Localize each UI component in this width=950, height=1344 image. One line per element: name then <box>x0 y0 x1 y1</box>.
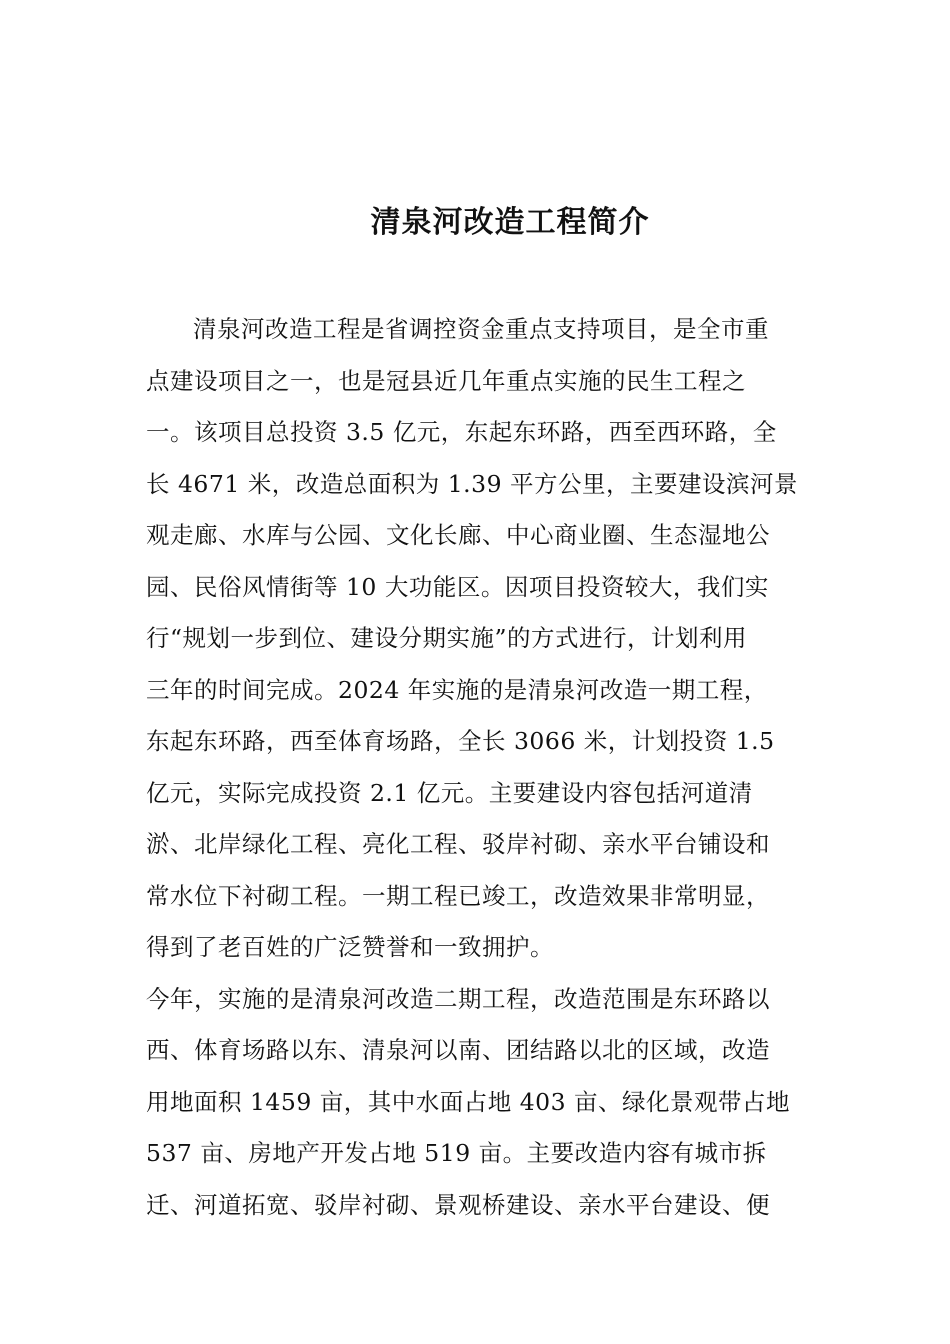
document-body <box>146 304 810 1231</box>
text-line: 三年的时间完成。2024 年实施的是清泉河改造一期工程， <box>146 675 768 704</box>
text-line: 亿元，实际完成投资 2.1 亿元。主要建设内容包括河道清 <box>146 778 753 807</box>
document-title: 清泉河改造工程简介 <box>370 205 650 240</box>
text-line: 淤、北岸绿化工程、亮化工程、驳岸衬砌、亲水平台铺设和 <box>146 830 770 858</box>
text-line: 东起东环路，西至体育场路，全长 3066 米，计划投资 1.5 <box>146 727 775 755</box>
text-line: 观走廊、水库与公园、文化长廊、中心商业圈、生态湿地公 <box>146 521 770 549</box>
text-line: 用地面积 1459 亩，其中水面占地 403 亩、绿化景观带占地 <box>146 1087 791 1116</box>
text-line: 西、体育场路以东、清泉河以南、团结路以北的区域，改造 <box>146 1036 770 1064</box>
text-line: 迁、河道拓宽、驳岸衬砌、景观桥建设、亲水平台建设、便 <box>146 1190 770 1219</box>
text-line: 537 亩、房地产开发占地 519 亩。主要改造内容有城市拆 <box>146 1139 767 1167</box>
text-line: 今年，实施的是清泉河改造二期工程，改造范围是东环路以 <box>146 984 770 1013</box>
text-line: 清泉河改造工程是省调控资金重点支持项目，是全市重 <box>193 315 769 343</box>
text-line: 一。该项目总投资 3.5 亿元，东起东环路，西至西环路，全 <box>146 418 777 446</box>
text-line: 得到了老百姓的广泛赞誉和一致拥护。 <box>146 933 554 961</box>
text-line: 常水位下衬砌工程。一期工程已竣工，改造效果非常明显， <box>146 881 770 910</box>
text-line: 行“规划一步到位、建设分期实施”的方式进行，计划利用 <box>146 624 748 652</box>
text-line: 点建设项目之一，也是冠县近几年重点实施的民生工程之 <box>146 366 746 395</box>
text-line: 园、民俗风情街等 10 大功能区。因项目投资较大，我们实 <box>146 572 769 601</box>
text-line: 长 4671 米，改造总面积为 1.39 平方公里，主要建设滨河景 <box>146 469 799 498</box>
